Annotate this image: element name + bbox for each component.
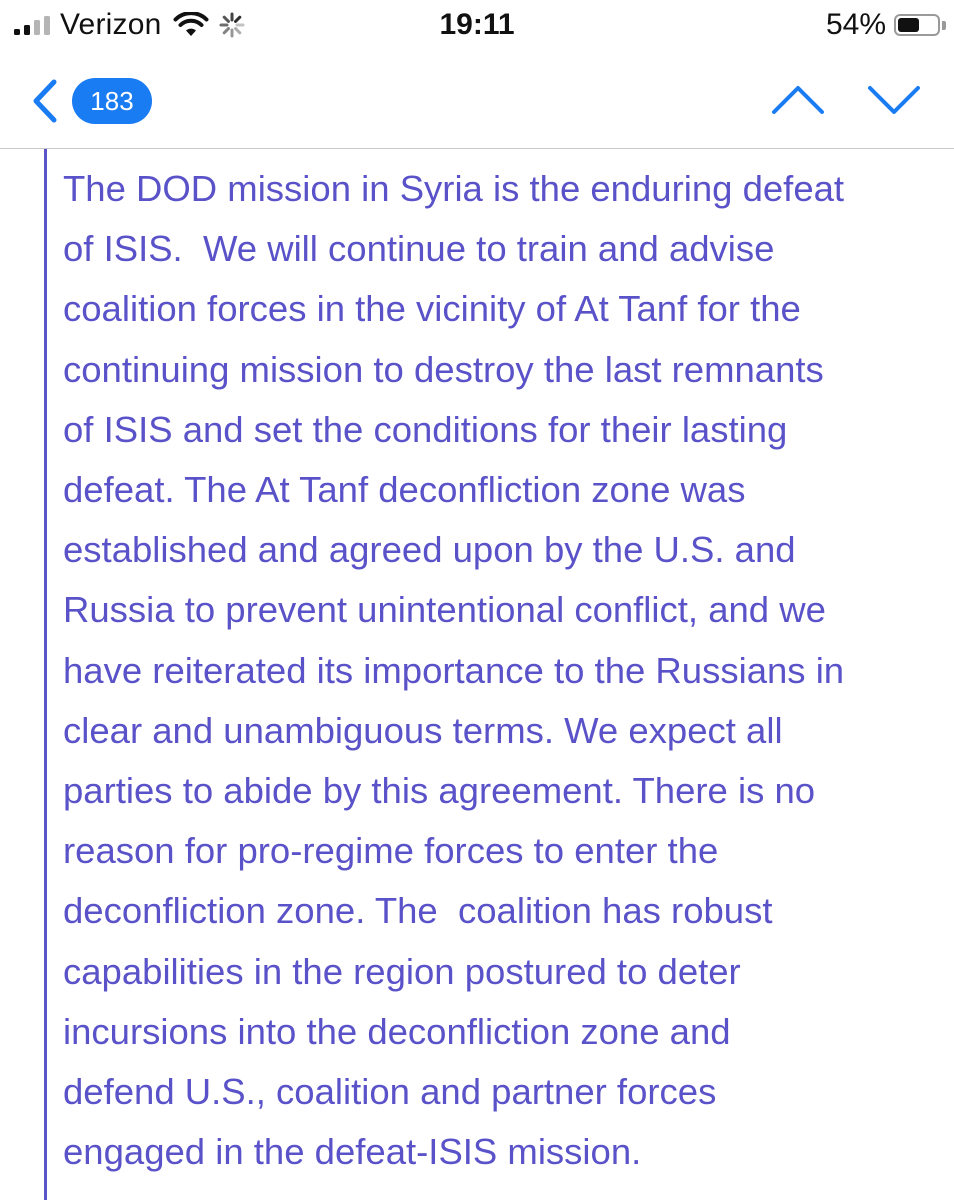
quote-line: parties to abide by this agreement. There is no <box>63 770 816 812</box>
quote-line: engaged in the defeat-ISIS mission. <box>63 1131 642 1173</box>
quote-line: The DOD mission in Syria is the enduring defeat <box>63 168 845 209</box>
message-body <box>44 149 954 1200</box>
status-right <box>826 8 946 42</box>
carrier-name: Verizon <box>60 8 162 41</box>
quote-line: established and agreed upon by the U.S. and <box>63 529 796 571</box>
quote-line: clear and unambiguous terms. We expect all <box>63 709 783 751</box>
quote-line: incursions into the deconfliction zone and <box>63 1010 731 1052</box>
quote-line: deconfliction zone. The coalition has robust <box>63 890 773 932</box>
quote-line: capabilities in the region postured to deter <box>63 950 741 992</box>
quote-line: of ISIS. We will continue to train and advise <box>63 228 775 270</box>
unread-count-badge[interactable]: 183 <box>72 78 152 124</box>
quote-line: Russia to prevent unintentional conflict, and we <box>63 589 826 631</box>
navigation-bar <box>0 52 954 149</box>
chevron-left-icon[interactable] <box>26 76 66 126</box>
quote-line: continuing mission to destroy the last remnants <box>63 348 824 390</box>
quoted-statement <box>47 149 954 1182</box>
chevron-up-icon[interactable] <box>768 82 828 118</box>
quote-line: reason for pro-regime forces to enter the <box>63 830 719 872</box>
battery-icon <box>894 14 940 36</box>
quote-line: of ISIS and set the conditions for their lasting <box>63 408 788 450</box>
quote-line: coalition forces in the vicinity of At Tanf for the <box>63 288 801 330</box>
status-bar <box>0 0 954 52</box>
battery-fill <box>898 18 919 32</box>
battery-percent: 54% <box>825 8 886 41</box>
battery-cap <box>942 21 946 30</box>
chevron-down-icon[interactable] <box>864 82 924 118</box>
status-time: 19:11 <box>439 8 515 41</box>
quote-line: have reiterated its importance to the Russians in <box>63 649 845 691</box>
quote-line: defeat. The At Tanf deconfliction zone was <box>63 469 746 511</box>
quote-line: defend U.S., coalition and partner forces <box>63 1071 717 1113</box>
